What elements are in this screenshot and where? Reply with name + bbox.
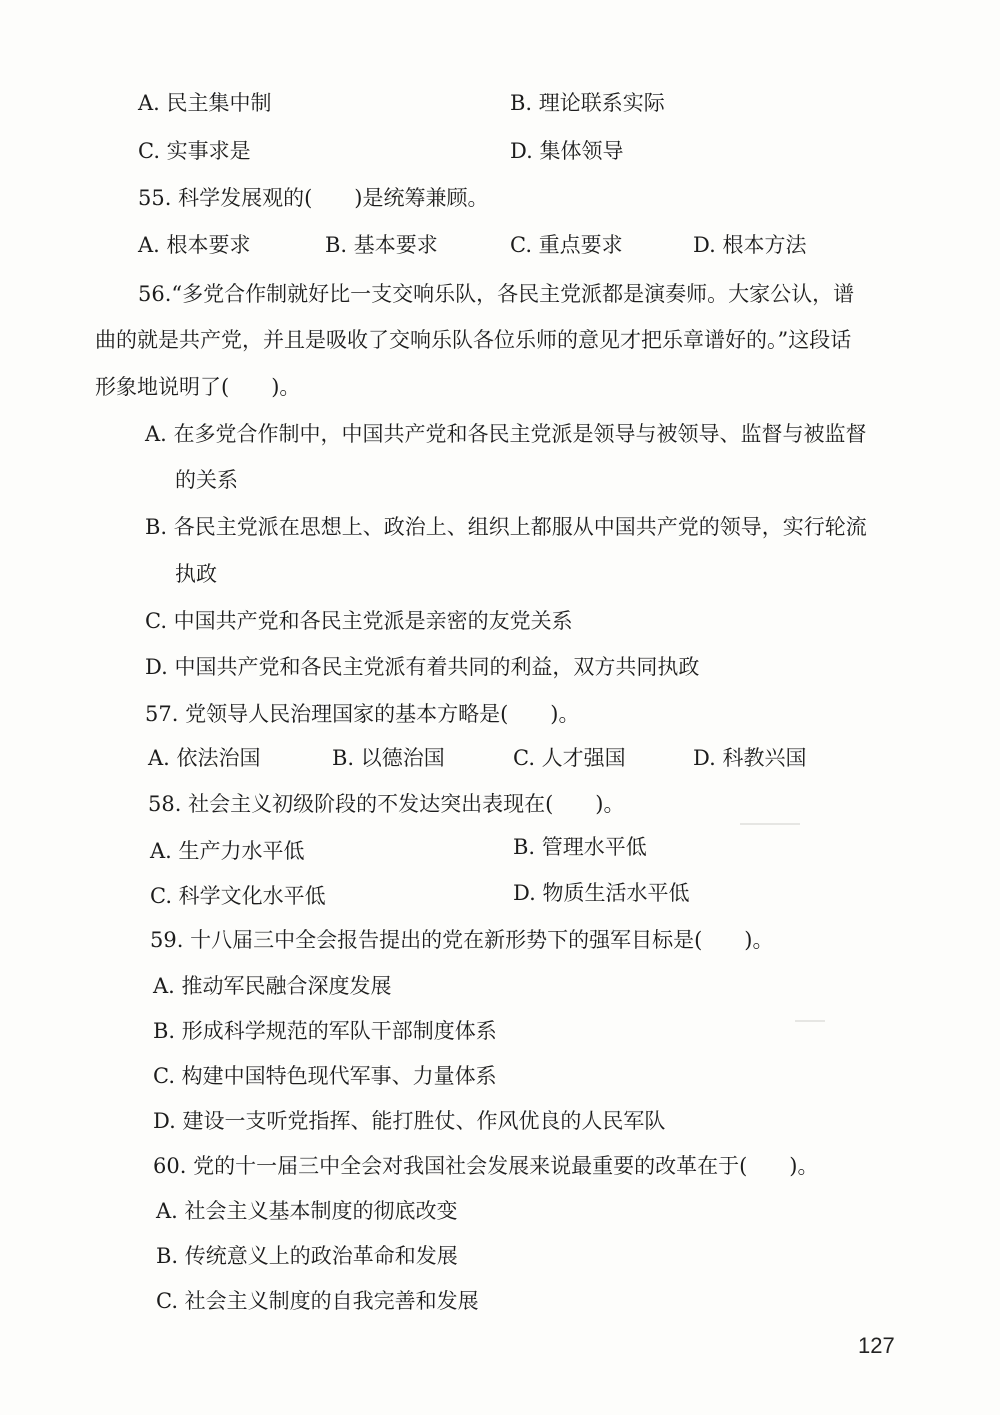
q56-stem-line-1: 56.“多党合作制就好比一支交响乐队，各民主党派都是演奏师。大家公认，谱	[138, 282, 855, 306]
q59-stem: 59. 十八届三中全会报告提出的党在新形势下的强军目标是( )。	[150, 928, 774, 952]
page-number: 127	[858, 1333, 895, 1358]
q56-option-a-line-1: A. 在多党合作制中，中国共产党和各民主党派是领导与被领导、监督与被监督	[145, 422, 867, 446]
q54-option-d: D. 集体领导	[510, 139, 624, 163]
q57-option-b: B. 以德治国	[332, 746, 445, 770]
q55-option-a: A. 根本要求	[138, 233, 251, 257]
q59-option-b: B. 形成科学规范的军队干部制度体系	[153, 1019, 497, 1043]
q54-option-b: B. 理论联系实际	[510, 91, 665, 115]
q60-option-b: B. 传统意义上的政治革命和发展	[156, 1244, 458, 1268]
q59-option-c: C. 构建中国特色现代军事、力量体系	[153, 1064, 497, 1088]
q57-option-a: A. 依法治国	[148, 746, 261, 770]
q57-option-c: C. 人才强国	[513, 746, 626, 770]
q57-stem: 57. 党领导人民治理国家的基本方略是( )。	[145, 702, 580, 726]
q57-option-d: D. 科教兴国	[693, 746, 807, 770]
q54-option-c: C. 实事求是	[138, 139, 251, 163]
q56-option-d: D. 中国共产党和各民主党派有着共同的利益，双方共同执政	[145, 655, 700, 679]
scan-speck	[740, 823, 800, 825]
q55-stem: 55. 科学发展观的( )是统筹兼顾。	[138, 186, 489, 210]
q58-option-b: B. 管理水平低	[513, 835, 647, 859]
q56-stem-line-3: 形象地说明了( )。	[95, 375, 301, 399]
q54-option-a: A. 民主集中制	[138, 91, 272, 115]
q60-stem: 60. 党的十一届三中全会对我国社会发展来说最重要的改革在于( )。	[153, 1154, 819, 1178]
q56-option-b-line-2: 执政	[175, 562, 217, 586]
scan-speck	[795, 1020, 825, 1022]
q60-option-a: A. 社会主义基本制度的彻底改变	[156, 1199, 458, 1223]
q56-stem-line-2: 曲的就是共产党，并且是吸收了交响乐队各位乐师的意见才把乐章谱好的。”这段话	[95, 328, 852, 352]
q58-option-d: D. 物质生活水平低	[513, 881, 690, 905]
q60-option-c: C. 社会主义制度的自我完善和发展	[156, 1289, 479, 1313]
q59-option-a: A. 推动军民融合深度发展	[153, 974, 392, 998]
q55-option-c: C. 重点要求	[510, 233, 623, 257]
q56-option-c: C. 中国共产党和各民主党派是亲密的友党关系	[145, 609, 573, 633]
q55-option-b: B. 基本要求	[325, 233, 438, 257]
q58-stem: 58. 社会主义初级阶段的不发达突出表现在( )。	[148, 792, 625, 816]
q56-option-a-line-2: 的关系	[175, 468, 238, 492]
q58-option-a: A. 生产力水平低	[150, 839, 305, 863]
q58-option-c: C. 科学文化水平低	[150, 884, 326, 908]
q55-option-d: D. 根本方法	[693, 233, 807, 257]
q59-option-d: D. 建设一支听党指挥、能打胜仗、作风优良的人民军队	[153, 1109, 666, 1133]
q56-option-b-line-1: B. 各民主党派在思想上、政治上、组织上都服从中国共产党的领导，实行轮流	[145, 515, 867, 539]
